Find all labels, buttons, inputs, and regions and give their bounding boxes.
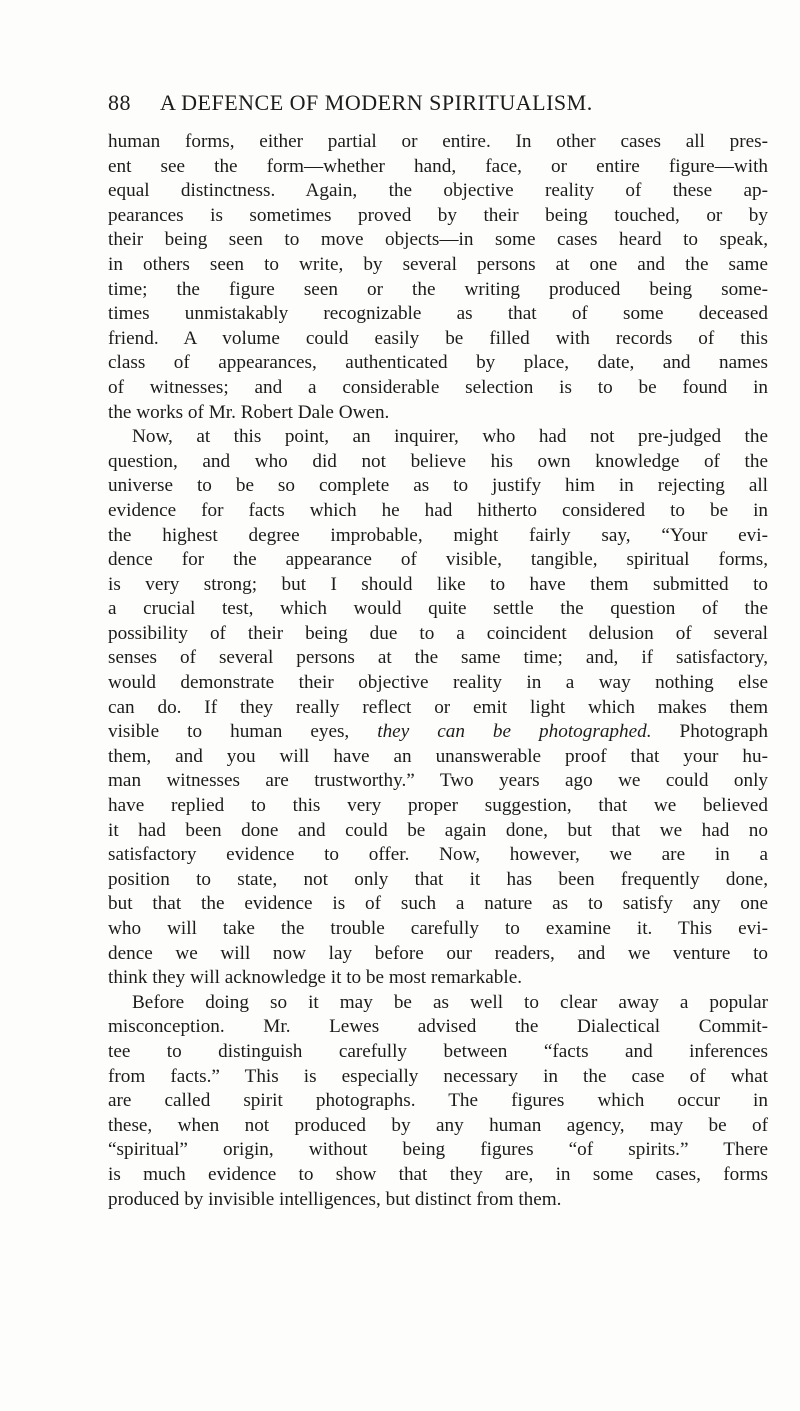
body-text xyxy=(108,130,768,1212)
text-line: friend. A volume could easily be filled with records of this xyxy=(108,327,768,349)
italic-phrase: they can be photographed. xyxy=(377,721,652,743)
text-line: have replied to this very proper suggestion, that we believed xyxy=(108,795,768,817)
text-line: human forms, either partial or entire. In other cases all pres- xyxy=(108,131,768,152)
text-line: universe to be so complete as to justify him in rejecting all xyxy=(108,475,768,497)
text-line: satisfactory evidence to offer. Now, however, we are in a xyxy=(108,844,768,866)
text-line: would demonstrate their objective reality in a way nothing else xyxy=(108,672,768,694)
text-line: ent see the form—whether hand, face, or entire figure—with xyxy=(108,155,768,177)
text-line: can do. If they really reflect or emit light which makes them xyxy=(108,696,768,718)
text-line: man witnesses are trustworthy.” Two years ago we could only xyxy=(108,770,768,792)
text-line: times unmistakably recognizable as that of some deceased xyxy=(108,303,768,325)
text-line: of witnesses; and a considerable selection is to be found in xyxy=(108,376,768,398)
text-line: who will take the trouble carefully to examine it. This evi- xyxy=(108,918,768,939)
text-line: pearances is sometimes proved by their being touched, or by xyxy=(108,204,768,226)
text-segment: Photograph xyxy=(651,721,768,743)
running-head xyxy=(108,90,768,116)
text-line: produced by invisible intelligences, but distinct from them. xyxy=(108,1188,562,1210)
text-segment: visible to human eyes, xyxy=(108,721,378,743)
text-line: it had been done and could be again done, but that we had no xyxy=(108,819,768,841)
text-line: position to state, not only that it has been frequently done, xyxy=(108,868,768,890)
text-line: in others seen to write, by several persons at one and the same xyxy=(108,253,768,275)
text-line: tee to distinguish carefully between “facts and inferences xyxy=(108,1040,768,1062)
text-line: from facts.” This is especially necessary in the case of what xyxy=(108,1065,768,1087)
text-line: is much evidence to show that they are, in some cases, forms xyxy=(108,1163,768,1185)
text-line: possibility of their being due to a coincident delusion of several xyxy=(108,622,768,644)
text-line: their being seen to move objects—in some cases heard to speak, xyxy=(108,229,768,251)
text-line: time; the figure seen or the writing produced being some- xyxy=(108,278,768,300)
text-line: a crucial test, which would quite settle the question of the xyxy=(108,598,768,620)
text-line: misconception. Mr. Lewes advised the Dialectical Commit- xyxy=(108,1016,768,1038)
text-line: dence for the appearance of visible, tangible, spiritual forms, xyxy=(108,549,768,571)
text-line: question, and who did not believe his own knowledge of the xyxy=(108,450,768,472)
text-line: equal distinctness. Again, the objective reality of these ap- xyxy=(108,180,768,202)
text-line xyxy=(108,720,768,745)
text-line: Now, at this point, an inquirer, who had not pre-judged the xyxy=(132,426,768,448)
text-line: these, when not produced by any human agency, may be of xyxy=(108,1114,768,1136)
text-line: class of appearances, authenticated by place, date, and names xyxy=(108,352,768,374)
text-line: Before doing so it may be as well to clear away a popular xyxy=(132,991,768,1013)
text-line: dence we will now lay before our readers, and we venture to xyxy=(108,942,768,964)
text-line: are called spirit photographs. The figures which occur in xyxy=(108,1090,768,1112)
text-line: but that the evidence is of such a nature as to satisfy any one xyxy=(108,893,768,915)
text-line: the highest degree improbable, might fairly say, “Your evi- xyxy=(108,524,768,546)
text-line: them, and you will have an unanswerable proof that your hu- xyxy=(108,745,768,767)
text-line: the works of Mr. Robert Dale Owen. xyxy=(108,401,390,423)
text-line: senses of several persons at the same time; and, if satisfactory, xyxy=(108,647,768,669)
text-line: evidence for facts which he had hitherto considered to be in xyxy=(108,499,768,521)
page-number: 88 xyxy=(108,90,131,115)
text-line: “spiritual” origin, without being figures “of spirits.” There xyxy=(108,1139,768,1161)
text-line: think they will acknowledge it to be most remarkable. xyxy=(108,967,523,989)
book-title: A DEFENCE OF MODERN SPIRITUALISM. xyxy=(160,90,593,115)
text-line: is very strong; but I should like to have them submitted to xyxy=(108,573,768,595)
